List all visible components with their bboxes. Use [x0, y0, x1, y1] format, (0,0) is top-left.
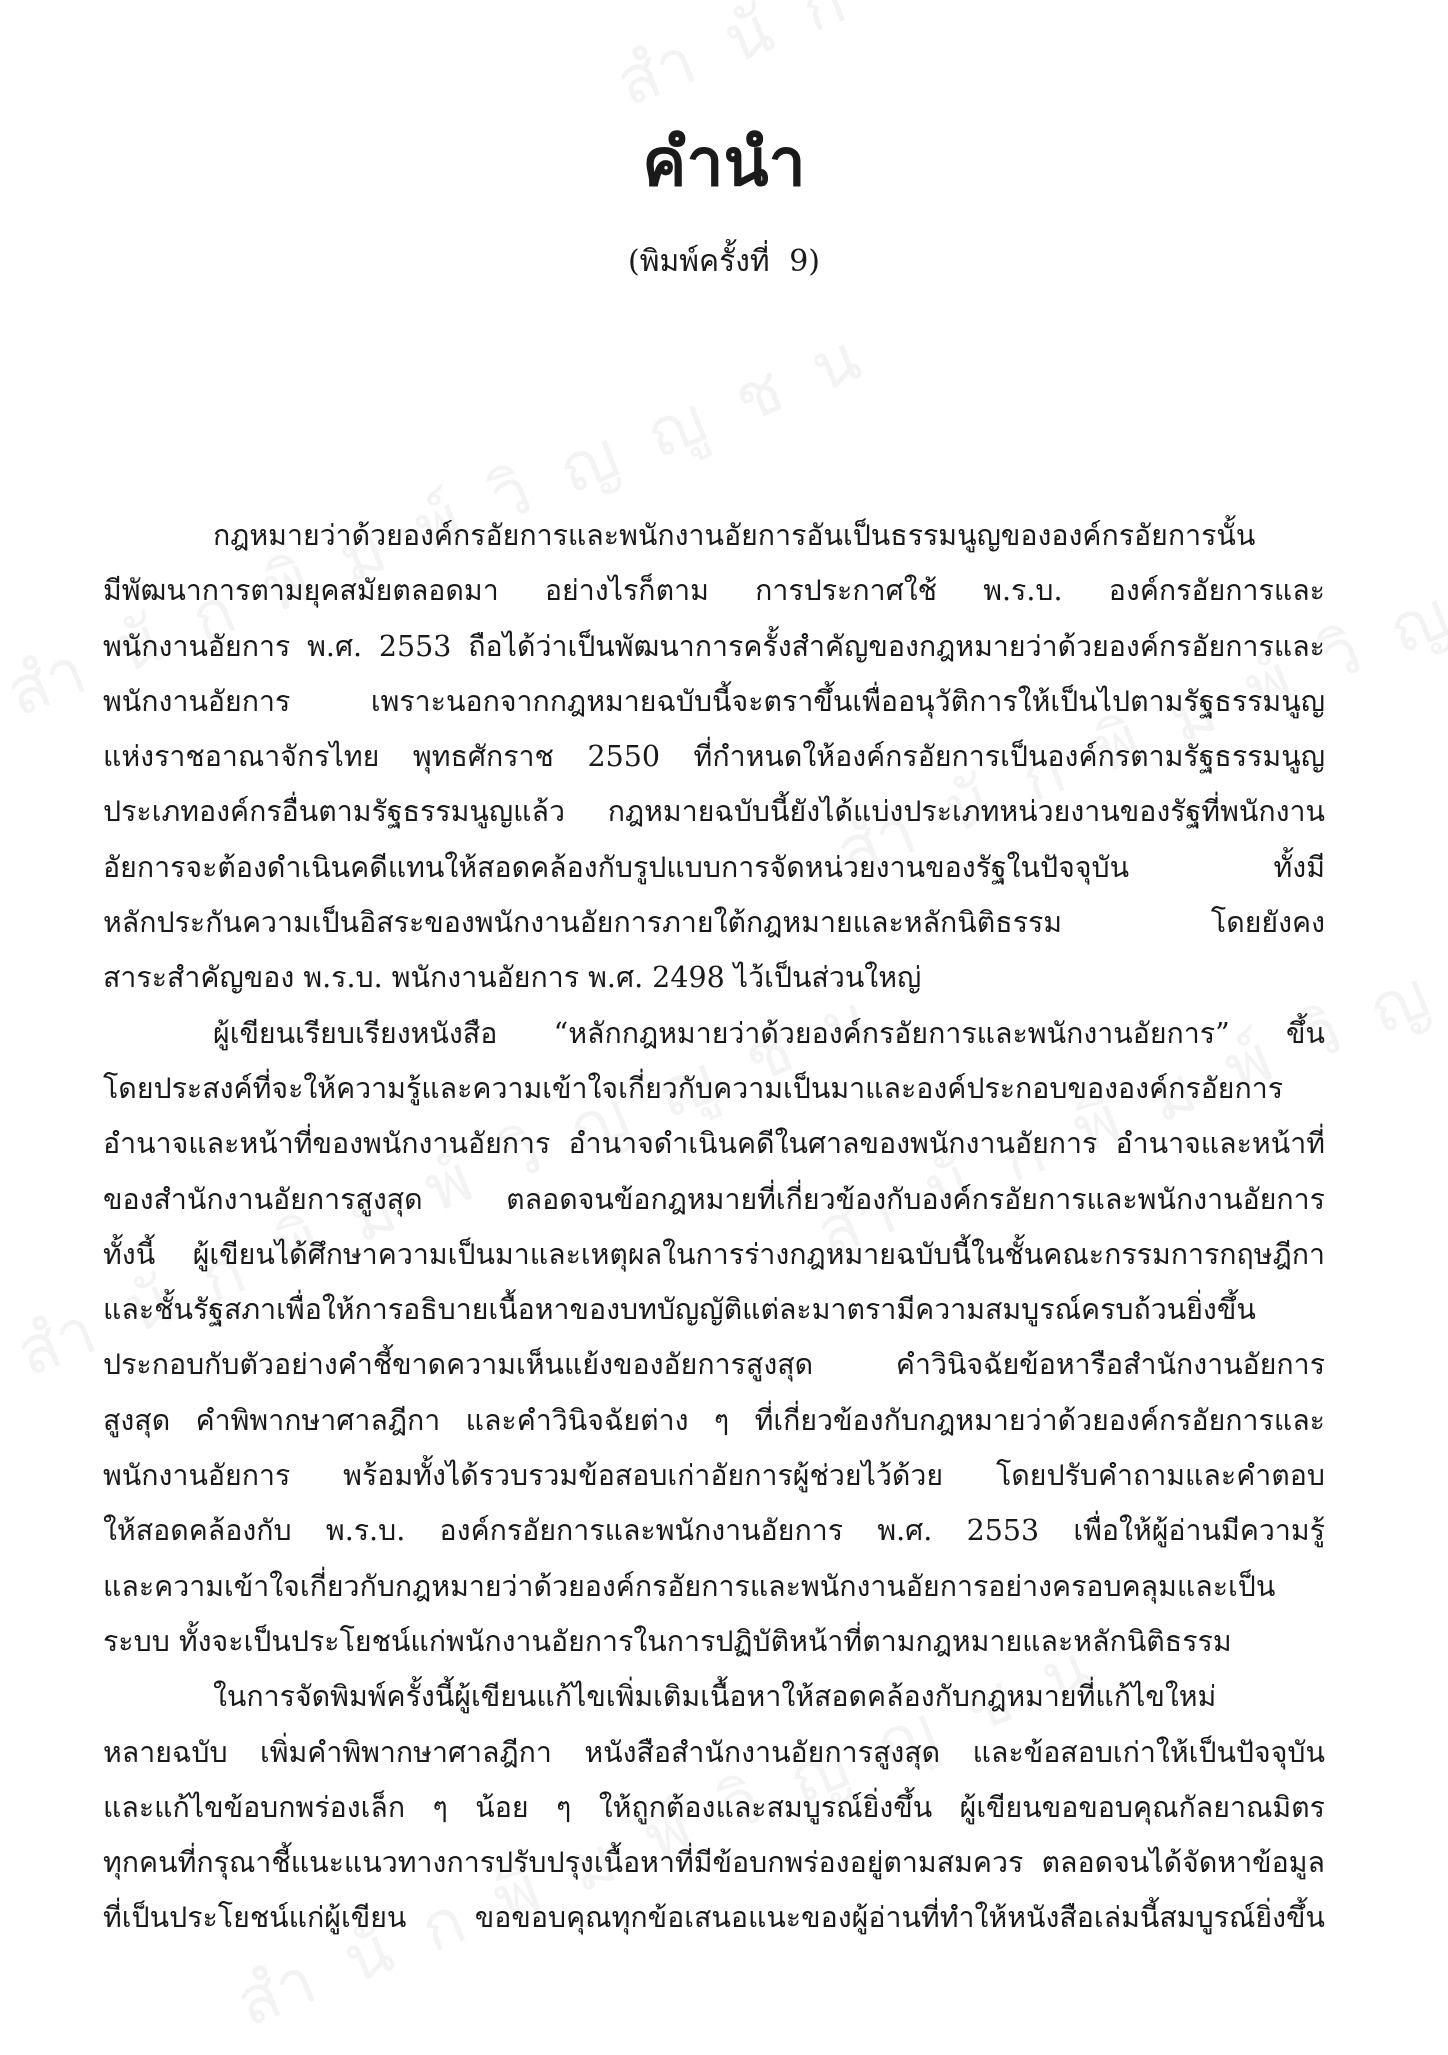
- text-line-content: พนักงานอัยการ พร้อมทั้งได้รวบรวมข้อสอบเก่าอัยการผู้ช่วยไว้ด้วย โดยปรับคำถามและคำตอบ: [103, 1459, 1325, 1493]
- text-line: [103, 1614, 1325, 1669]
- text-line: [103, 1061, 1325, 1116]
- text-line-content: หลักประกันความเป็นอิสระของพนักงานอัยการภายใต้กฎหมายและหลักนิติธรรม โดยยังคง: [103, 906, 1325, 940]
- text-line-content: ที่เป็นประโยชน์แก่ผู้เขียน ขอขอบคุณทุกข้อเสนอแนะของผู้อ่านที่ทำให้หนังสือเล่มนี้สมบูรณ์ยิ่งขึ้น: [103, 1901, 1325, 1935]
- text-line-content: อำนาจและหน้าที่ของพนักงานอัยการ อำนาจดำเนินคดีในศาลของพนักงานอัยการ อำนาจและหน้าที่: [103, 1127, 1325, 1161]
- text-line: [103, 1503, 1325, 1558]
- text-line: [103, 674, 1325, 729]
- text-line-content: สาระสำคัญของ พ.ร.บ. พนักงานอัยการ พ.ศ. 2498 ไว้เป็นส่วนใหญ่: [103, 961, 922, 995]
- text-line: [103, 1006, 1325, 1061]
- preface-body: [103, 508, 1325, 1946]
- text-line-content: ในการจัดพิมพ์ครั้งนี้ผู้เขียนแก้ไขเพิ่มเติมเนื้อหาให้สอดคล้องกับกฎหมายที่แก้ไขใหม่: [213, 1680, 1217, 1714]
- text-line-content: ให้สอดคล้องกับ พ.ร.บ. องค์กรอัยการและพนักงานอัยการ พ.ศ. 2553 เพื่อให้ผู้อ่านมีความรู้: [103, 1514, 1325, 1548]
- text-line: [103, 1448, 1325, 1503]
- text-line-content: โดยประสงค์ที่จะให้ความรู้และความเข้าใจเกี่ยวกับความเป็นมาและองค์ประกอบขององค์กรอัยการ: [103, 1071, 1284, 1105]
- text-line: [103, 563, 1325, 618]
- text-line-content: ประกอบกับตัวอย่างคำชี้ขาดความเห็นแย้งของอัยการสูงสุด คำวินิจฉัยข้อหารือสำนักงานอัยการ: [103, 1348, 1325, 1382]
- text-line: [103, 1172, 1325, 1227]
- text-line: [103, 619, 1325, 674]
- text-line: [103, 1227, 1325, 1282]
- text-line: [103, 950, 1325, 1005]
- text-line-content: แห่งราชอาณาจักรไทย พุทธศักราช 2550 ที่กำหนดให้องค์กรอัยการเป็นองค์กรตามรัฐธรรมนูญ: [103, 740, 1325, 774]
- text-line-content: กฎหมายว่าด้วยองค์กรอัยการและพนักงานอัยการอันเป็นธรรมนูญขององค์กรอัยการนั้น: [213, 519, 1256, 552]
- text-line-content: ทั้งนี้ ผู้เขียนได้ศึกษาความเป็นมาและเหตุผลในการร่างกฎหมายฉบับนี้ในชั้นคณะกรรมการกฤษฎีกา: [103, 1237, 1325, 1271]
- paragraph-1: [103, 508, 1325, 1006]
- text-line: [103, 1282, 1325, 1337]
- text-line-content: ของสำนักงานอัยการสูงสุด ตลอดจนข้อกฎหมายที่เกี่ยวข้องกับองค์กรอัยการและพนักงานอัยการ: [103, 1182, 1325, 1216]
- text-line-content: ทุกคนที่กรุณาชี้แนะแนวทางการปรับปรุงเนื้อหาที่มีข้อบกพร่องอยู่ตามสมควร ตลอดจนได้จัดหาข้อมูล: [103, 1846, 1325, 1880]
- text-line: [103, 508, 1325, 563]
- text-line: [103, 1393, 1325, 1448]
- text-line: [103, 1725, 1325, 1780]
- text-line: [103, 1559, 1325, 1614]
- text-line: [103, 1835, 1325, 1890]
- page-title: คำนำ: [642, 124, 806, 201]
- text-line-content: ผู้เขียนเรียบเรียงหนังสือ “หลักกฎหมายว่าด้วยองค์กรอัยการและพนักงานอัยการ” ขึ้น: [213, 1016, 1325, 1050]
- text-line-content: หลายฉบับ เพิ่มคำพิพากษาศาลฎีกา หนังสือสำนักงานอัยการสูงสุด และข้อสอบเก่าให้เป็นปัจจุบัน: [103, 1735, 1325, 1769]
- text-line-content: พนักงานอัยการ พ.ศ. 2553 ถือได้ว่าเป็นพัฒนาการครั้งสำคัญของกฎหมายว่าด้วยองค์กรอัยการและ: [103, 629, 1325, 663]
- text-line-content: และชั้นรัฐสภาเพื่อให้การอธิบายเนื้อหาของบทบัญญัติแต่ละมาตรามีความสมบูรณ์ครบถ้วนยิ่งขึ้น: [103, 1293, 1256, 1327]
- text-line: [103, 784, 1325, 839]
- text-line: [103, 1116, 1325, 1171]
- text-line-content: อัยการจะต้องดำเนินคดีแทนให้สอดคล้องกับรูปแบบการจัดหน่วยงานของรัฐในปัจจุบัน ทั้งมี: [103, 850, 1325, 884]
- text-line: [103, 895, 1325, 950]
- edition-subtitle: (พิมพ์ครั้งที่ 9): [628, 244, 820, 279]
- text-line-content: ประเภทองค์กรอื่นตามรัฐธรรมนูญแล้ว กฎหมายฉบับนี้ยังได้แบ่งประเภทหน่วยงานของรัฐที่พนักงาน: [103, 795, 1325, 829]
- text-line: [103, 840, 1325, 895]
- watermark-text: [601, 0, 1448, 135]
- text-line-content: สูงสุด คำพิพากษาศาลฎีกา และคำวินิจฉัยต่าง ๆ ที่เกี่ยวข้องกับกฎหมายว่าด้วยองค์กรอัยการและ: [103, 1403, 1325, 1437]
- paragraph-3: [103, 1669, 1325, 1945]
- text-line-content: ระบบ ทั้งจะเป็นประโยชน์แก่พนักงานอัยการในการปฏิบัติหน้าที่ตามกฎหมายและหลักนิติธรรม: [103, 1624, 1232, 1658]
- paragraph-2: [103, 1006, 1325, 1670]
- text-line: [103, 1890, 1325, 1945]
- text-line: [103, 1337, 1325, 1392]
- text-line: [103, 729, 1325, 784]
- text-line-content: มีพัฒนาการตามยุคสมัยตลอดมา อย่างไรก็ตาม การประกาศใช้ พ.ร.บ. องค์กรอัยการและ: [103, 574, 1325, 608]
- text-line: [103, 1669, 1325, 1724]
- text-line-content: และความเข้าใจเกี่ยวกับกฎหมายว่าด้วยองค์กรอัยการและพนักงานอัยการอย่างครอบคลุมและเป็น: [103, 1569, 1276, 1603]
- text-line-content: พนักงานอัยการ เพราะนอกจากกฎหมายฉบับนี้จะตราขึ้นเพื่ออนุวัติการให้เป็นไปตามรัฐธรรมนูญ: [103, 684, 1325, 718]
- text-line: [103, 1780, 1325, 1835]
- text-line-content: และแก้ไขข้อบกพร่องเล็ก ๆ น้อย ๆ ให้ถูกต้องและสมบูรณ์ยิ่งขึ้น ผู้เขียนขอขอบคุณกัลยาณมิตร: [103, 1790, 1325, 1824]
